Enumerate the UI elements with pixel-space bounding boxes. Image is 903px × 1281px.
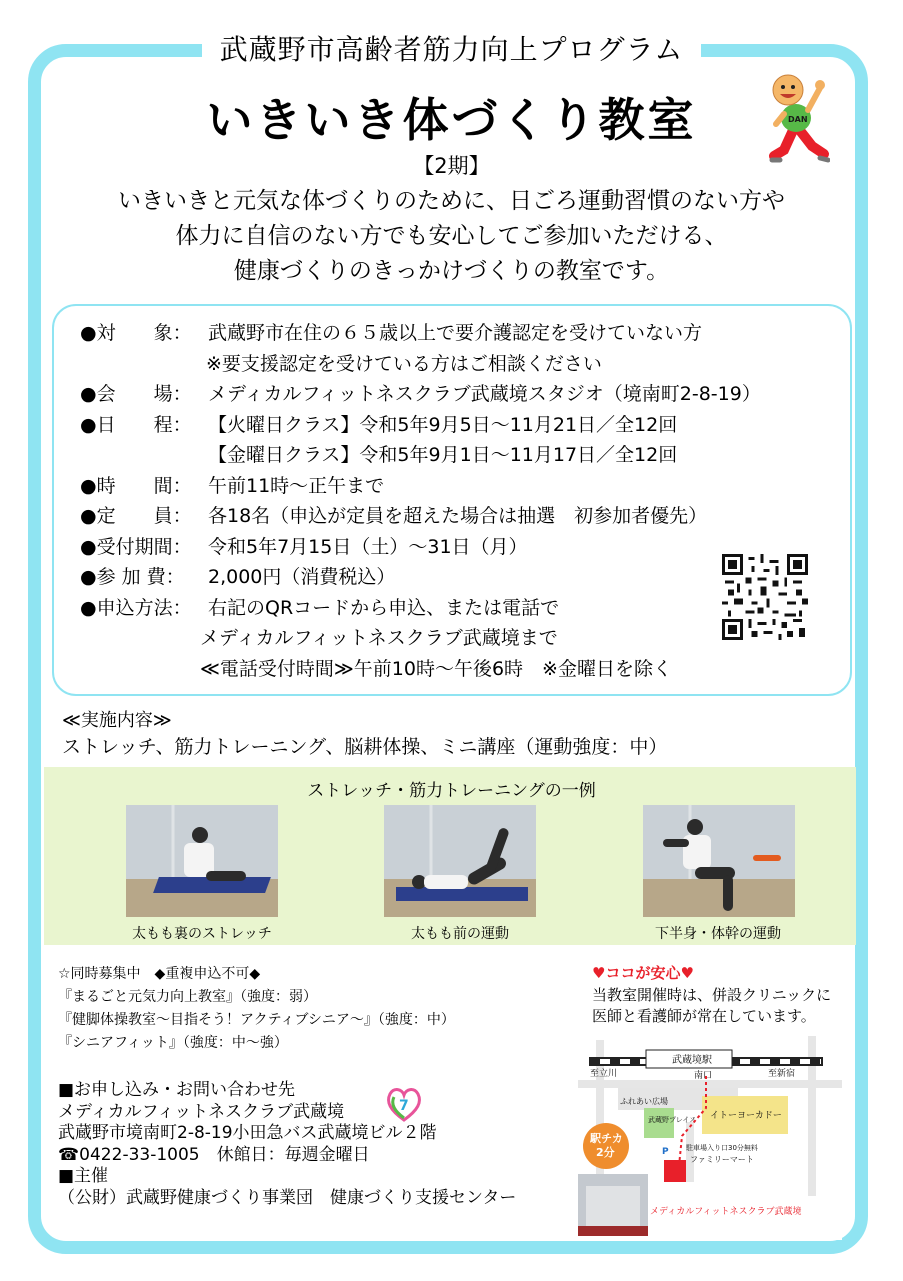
lead-line: いきいきと元気な体づくりのために、日ごろ運動習慣のない方や [118, 188, 785, 214]
info-row-venue [80, 379, 761, 410]
info-row-apply [80, 593, 761, 624]
organizer-name: （公財）武蔵野健康づくり事業団 健康づくり支援センター [58, 1187, 517, 1208]
lead-line: 体力に自信のない方でも安心してご参加いただける、 [175, 223, 728, 249]
exercise-title: ストレッチ・筋力トレーニングの一例 [307, 781, 596, 801]
content-heading: ≪実施内容≫ [62, 710, 172, 731]
contact-phone: ☎0422-33-1005 休館日：毎週金曜日 [58, 1144, 370, 1165]
access-map [578, 1036, 842, 1240]
recruit-item: 『健脚体操教室～目指そう！アクティブシニア～』（強度：中） [58, 1012, 455, 1028]
info-label: ●参 加 費： [80, 566, 185, 588]
recruit-item: 『まるごと元気力向上教室』（強度：弱） [58, 989, 317, 1005]
info-value: ※要支援認定を受けている方はご相談ください [206, 352, 602, 375]
info-value: メディカルフィットネスクラブ武蔵境まで [200, 627, 558, 649]
info-row-schedule-friday [80, 440, 761, 471]
info-row-period [80, 532, 761, 563]
info-row-target [80, 318, 761, 349]
info-row-time [80, 471, 761, 502]
photo-core-exercise [643, 805, 795, 917]
caption-hamstring: 太もも裏のストレッチ [132, 926, 272, 942]
contact-section [58, 1080, 516, 1209]
info-value: ≪電話受付時間≫午前10時～午後6時 ※金曜日を除く [200, 657, 672, 680]
photo-hamstring-stretch [126, 805, 278, 917]
info-value: 【火曜日クラス】令和5年9月5日～11月21日／全12回 [208, 413, 678, 436]
contact-heading: ■お申し込み・お問い合わせ先 [58, 1080, 296, 1100]
info-label: ●定 員： [80, 505, 192, 527]
info-label: ●時 間： [80, 474, 192, 497]
subtitle-wrap [0, 28, 903, 68]
safe-heading: ♥ココが安心♥ [592, 964, 694, 982]
info-value: メディカルフィットネスクラブ武蔵境スタジオ（境南町2-8-19） [208, 383, 761, 405]
info-value: 武蔵野市在住の６５歳以上で要介護認定を受けていない方 [208, 322, 703, 344]
map-mart-label: ファミリーマート [690, 1155, 754, 1164]
info-value: 右記のQRコードから申込、または電話で [208, 596, 560, 619]
map-square-label: ふれあい広場 [620, 1097, 668, 1106]
heart-logo-icon [384, 1084, 424, 1124]
mascot-text: DAN [788, 115, 808, 124]
info-label: ●受付期間： [80, 535, 192, 558]
map-club-label: メディカルフィットネスクラブ武蔵境 [650, 1207, 802, 1217]
lead-line: 健康づくりのきっかけづくりの教室です。 [233, 258, 670, 284]
map-to-tachikawa: 至立川 [590, 1069, 618, 1079]
svg-text:7: 7 [399, 1098, 409, 1114]
program-subtitle: 武蔵野市高齢者筋力向上プログラム [202, 28, 702, 68]
info-label: ●日 程： [80, 413, 192, 436]
info-label: ●申込方法： [80, 596, 192, 619]
info-value: 2,000円（消費税込） [208, 566, 396, 588]
organizer-heading: ■主催 [58, 1166, 109, 1186]
info-value: 【金曜日クラス】令和5年9月1日～11月17日／全12回 [208, 444, 678, 466]
map-exit-label: 南口 [694, 1071, 713, 1081]
info-row-capacity [80, 501, 761, 532]
map-place-label: 武蔵野プレイス [648, 1116, 697, 1124]
photo-quad-exercise [384, 805, 536, 917]
map-badge-line1: 駅チカ [590, 1132, 623, 1145]
map-parking-p: P [662, 1147, 669, 1157]
info-label: ●会 場： [80, 383, 192, 405]
map-badge-line2: 2分 [596, 1146, 615, 1159]
info-row-target-note [80, 349, 761, 380]
caption-core: 下半身・体幹の運動 [655, 926, 781, 942]
info-row-apply-hours [80, 654, 761, 685]
safe-line: 当教室開催時は、併設クリニックに [592, 986, 832, 1004]
caption-quad: 太もも前の運動 [411, 926, 509, 942]
info-value: 午前11時～正午まで [208, 474, 385, 497]
map-to-shinjuku: 至新宿 [768, 1069, 796, 1079]
recruit-item: 『シニアフィット』（強度：中～強） [58, 1035, 288, 1051]
info-value: 各18名（申込が定員を超えた場合は抽選 初参加者優先） [208, 505, 708, 527]
term-label: 【2期】 [413, 154, 490, 178]
map-station-label: 武蔵境駅 [672, 1055, 712, 1066]
info-label: ●対 象： [80, 322, 192, 344]
info-list [80, 318, 761, 684]
contact-address: 武蔵野市境南町2-8-19小田急バス武蔵境ビル２階 [58, 1123, 437, 1143]
contact-club: メディカルフィットネスクラブ武蔵境 [58, 1101, 345, 1122]
info-row-fee [80, 562, 761, 593]
recruit-section [58, 963, 455, 1055]
safe-text [592, 985, 831, 1027]
qr-code-icon[interactable] [722, 554, 808, 640]
info-row-apply-club [80, 623, 761, 654]
info-row-schedule [80, 410, 761, 441]
map-store-label: イトーヨーカドー [710, 1111, 782, 1121]
page-title: いきいき体づくり教室 [206, 93, 697, 147]
map-parking-note: 駐車場入り口30分無料 [686, 1144, 758, 1152]
recruit-heading: ☆同時募集中 ◆重複申込不可◆ [58, 966, 261, 982]
info-value: 令和5年7月15日（土）～31日（月） [208, 535, 528, 558]
lead-paragraph [0, 184, 903, 289]
content-body: ストレッチ、筋力トレーニング、脳耕体操、ミニ講座（運動強度：中） [62, 736, 668, 758]
safe-line: 医師と看護師が常在しています。 [592, 1007, 816, 1025]
